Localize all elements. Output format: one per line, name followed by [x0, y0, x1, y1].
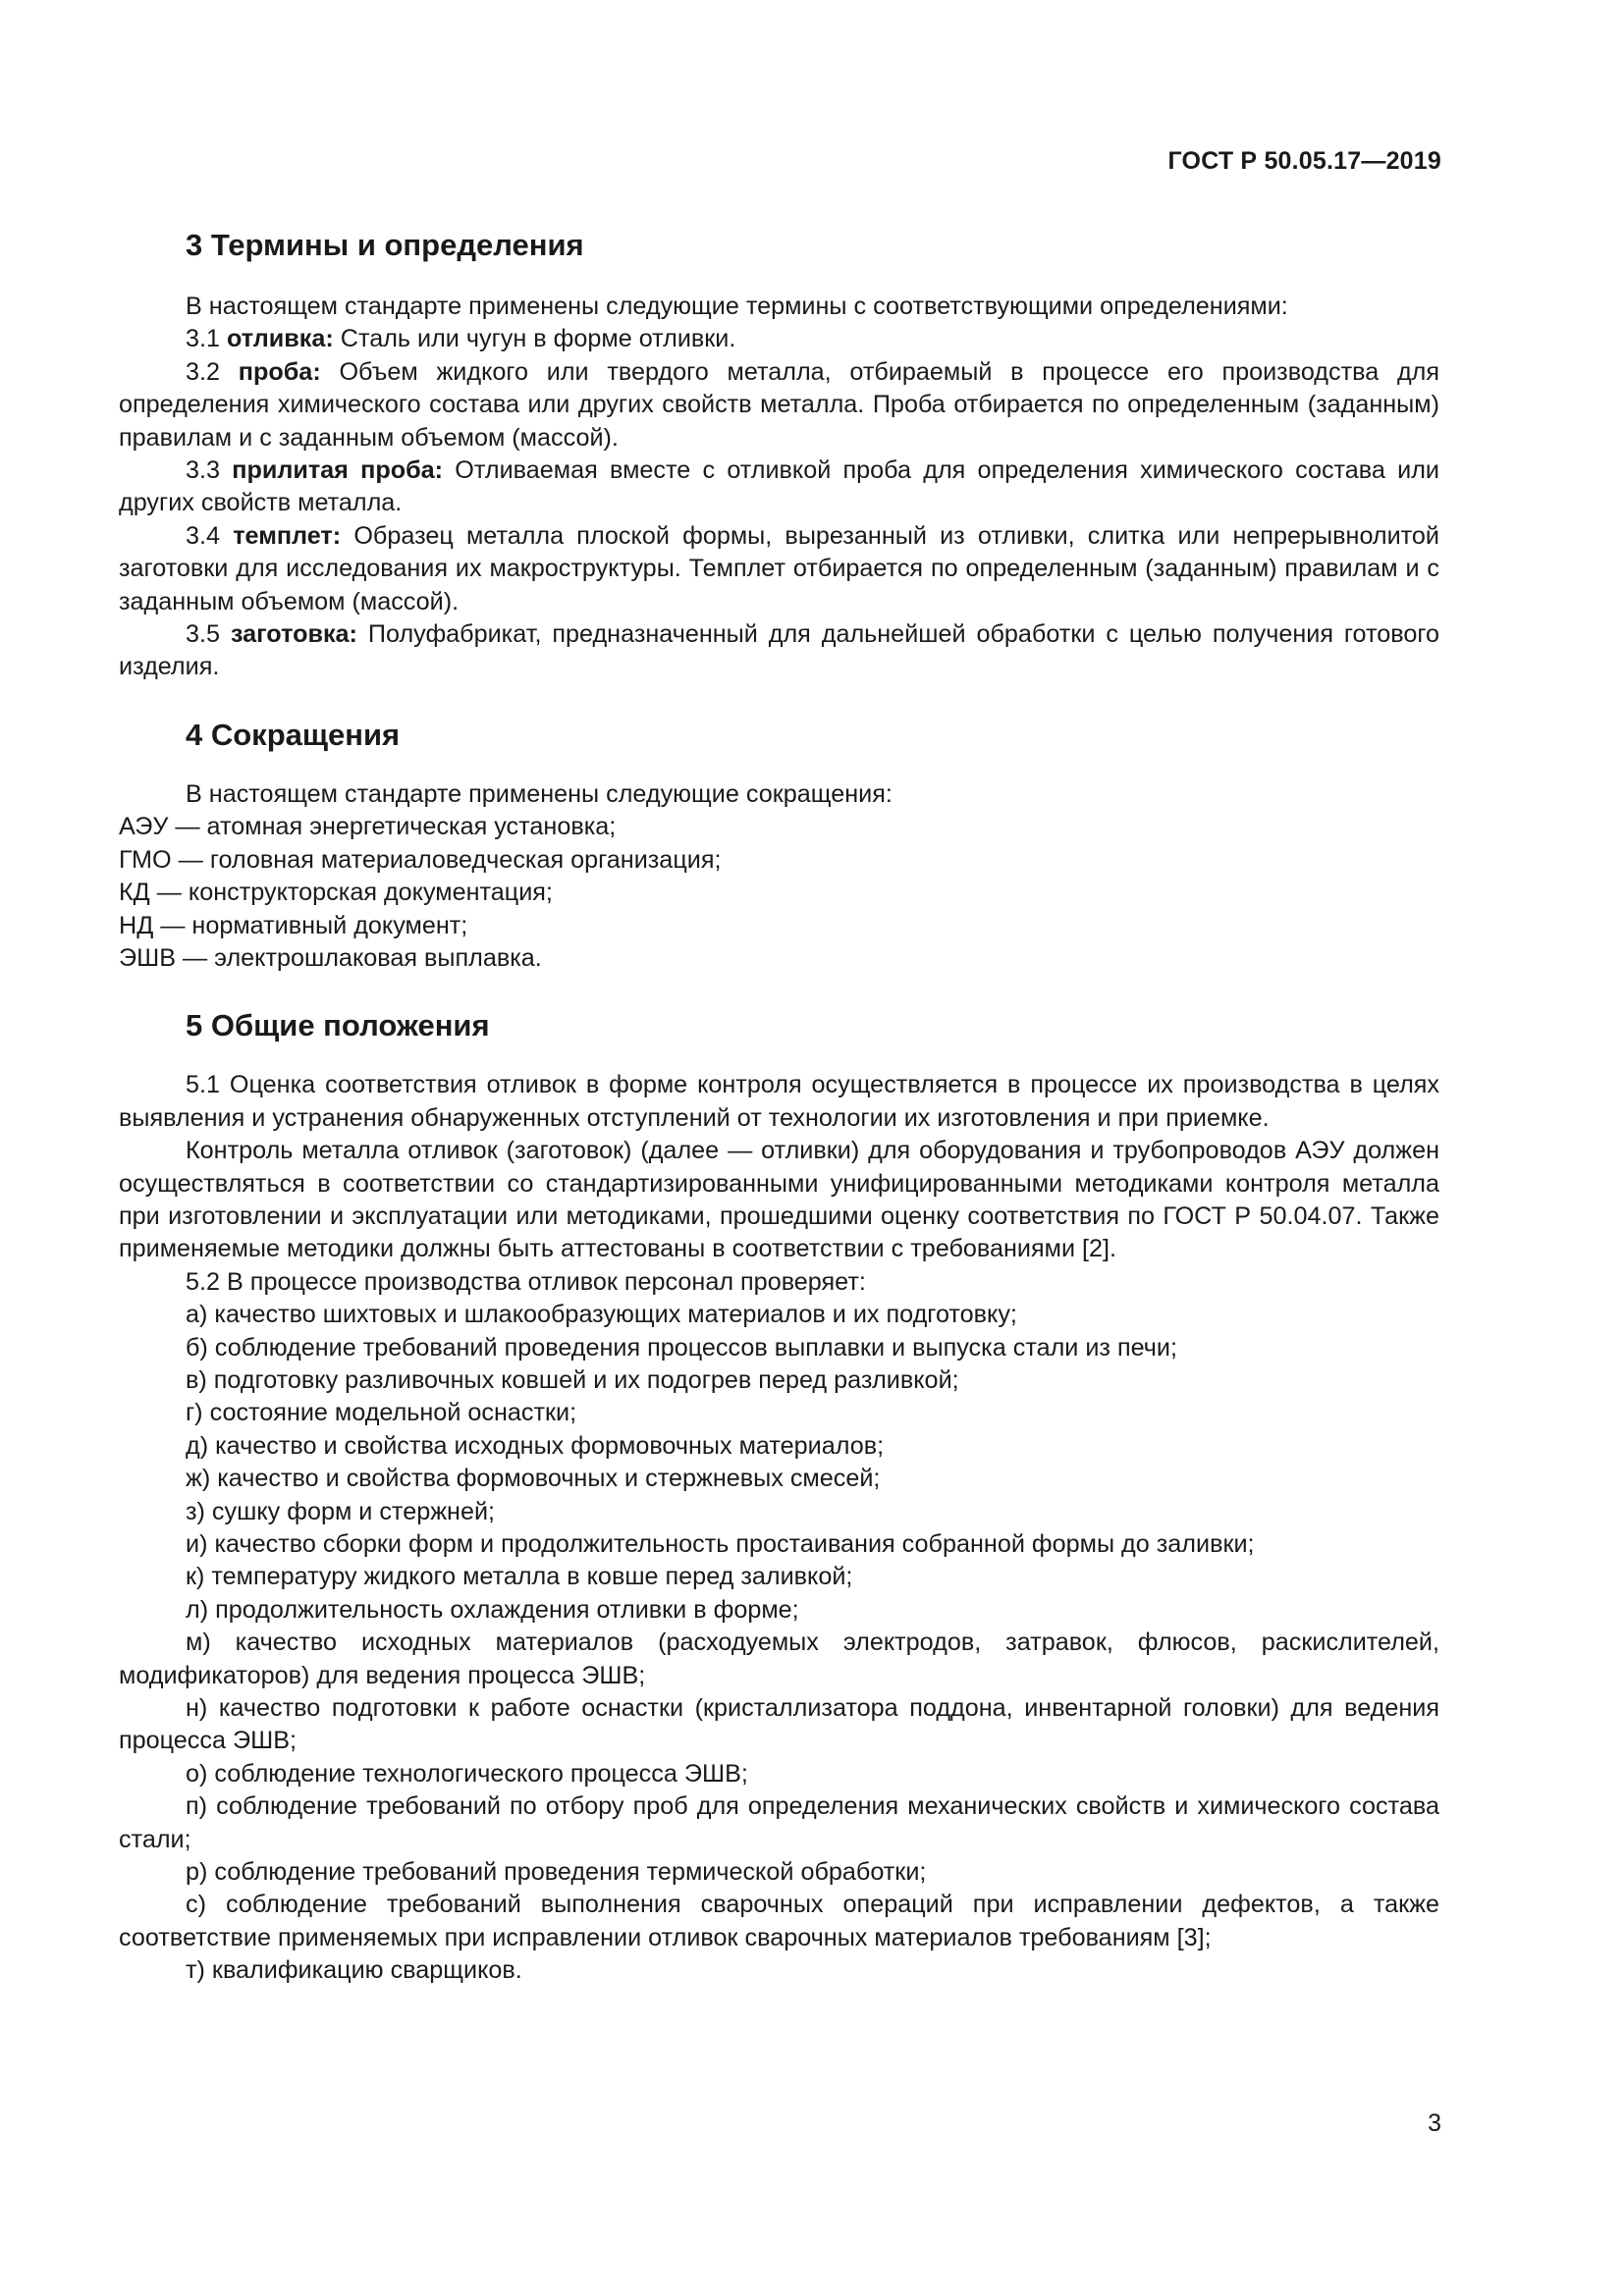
term-3-4: 3.4 темплет: Образец металла плоской формы, вырезанный из отливки, слитка или непрерывнолитой заготовки для исследования их макроструктуры. Темплет отбирается по определенным (заданным) правилам и с заданным объемом (массой). [119, 521, 1439, 615]
check-item-t: т) квалификацию сварщиков. [186, 1956, 522, 1985]
abbrev-item: КД — конструкторская документация; [119, 879, 553, 907]
clause-5-1-control: Контроль металла отливок (заготовок) (далее — отливки) для оборудования и трубопроводов АЭУ должен осуществляться в соответствии со стандартизированными унифицированными методиками контроля металла при изготовлении и эксплуатации или методиками, прошедшими оценку соответствия по ГОСТ Р 50.04.07. Также применяемые методики должны быть аттестованы в соответствии с требованиями [2]. [119, 1137, 1439, 1263]
clause-5-1: 5.1 Оценка соответствия отливок в форме контроля осуществляется в процессе их производства в целях выявления и устранения обнаруженных отступлений от технологии их изготовления и при приемке. [119, 1071, 1439, 1132]
term-3-5: 3.5 заготовка: Полуфабрикат, предназначенный для дальнейшей обработки с целью получения готового изделия. [119, 620, 1439, 681]
check-item-zh: ж) качество и свойства формовочных и стержневых смесей; [186, 1465, 881, 1493]
term-3-1: 3.1 отливка: Сталь или чугун в форме отливки. [186, 325, 736, 353]
abbrev-item: ГМО — головная материаловедческая организация; [119, 845, 722, 874]
clause-5-2: 5.2 В процессе производства отливок персонал проверяет: [186, 1267, 866, 1296]
section-3-intro: В настоящем стандарте применены следующие термины с соответствующими определениями: [186, 293, 1288, 320]
abbrev-item: АЭУ — атомная энергетическая установка; [119, 813, 617, 841]
check-item-v: в) подготовку разливочных ковшей и их подогрев перед разливкой; [186, 1365, 959, 1394]
section-5-title: 5 Общие положения [186, 1008, 490, 1043]
section-4-intro: В настоящем стандарте применены следующие сокращения: [186, 779, 893, 808]
check-item-l: л) продолжительность охлаждения отливки в форме; [186, 1595, 799, 1624]
term-3-3: 3.3 прилитая проба: Отливаемая вместе с отливкой проба для определения химического состава или других свойств металла. [119, 456, 1439, 517]
check-item-p: п) соблюдение требований по отбору проб для определения механических свойств и химического состава стали; [119, 1792, 1439, 1853]
check-item-s: с) соблюдение требований выполнения сварочных операций при исправлении дефектов, а также соответствие применяемых при исправлении отливок сварочных материалов требованиям [3]; [119, 1891, 1439, 1951]
check-item-z: з) сушку форм и стержней; [186, 1497, 496, 1525]
check-item-g: г) состояние модельной оснастки; [186, 1399, 577, 1427]
check-item-r: р) соблюдение требований проведения термической обработки; [186, 1858, 927, 1887]
check-item-o: о) соблюдение технологического процесса ЭШВ; [186, 1759, 748, 1788]
check-item-a: а) качество шихтовых и шлакообразующих материалов и их подготовку; [186, 1301, 1017, 1329]
check-item-i: и) качество сборки форм и продолжительность простаивания собранной формы до заливки; [186, 1530, 1255, 1558]
abbrev-item: ЭШВ — электрошлаковая выплавка. [119, 943, 542, 972]
check-item-k: к) температуру жидкого металла в ковше перед заливкой; [186, 1563, 853, 1591]
document-body [119, 224, 1439, 1988]
abbrev-item: НД — нормативный документ; [119, 911, 468, 939]
section-3-title: 3 Термины и определения [186, 228, 584, 262]
page-number: 3 [1428, 2109, 1441, 2137]
document-header: ГОСТ Р 50.05.17—2019 [1167, 147, 1441, 175]
check-item-m: м) качество исходных материалов (расходуемых электродов, затравок, флюсов, раскислителей, модификаторов) для ведения процесса ЭШВ; [119, 1629, 1439, 1689]
check-item-n: н) качество подготовки к работе оснастки (кристаллизатора поддона, инвентарной головки) для ведения процесса ЭШВ; [119, 1694, 1439, 1755]
check-item-b: б) соблюдение требований проведения процессов выплавки и выпуска стали из печи; [186, 1333, 1177, 1362]
check-item-d: д) качество и свойства исходных формовочных материалов; [186, 1431, 885, 1460]
term-3-2: 3.2 проба: Объем жидкого или твердого металла, отбираемый в процессе его производства для определения химического состава или других свойств металла. Проба отбирается по определенным (заданным) правилам и с заданным объемом (массой). [119, 357, 1439, 452]
section-4-title: 4 Сокращения [186, 717, 401, 752]
